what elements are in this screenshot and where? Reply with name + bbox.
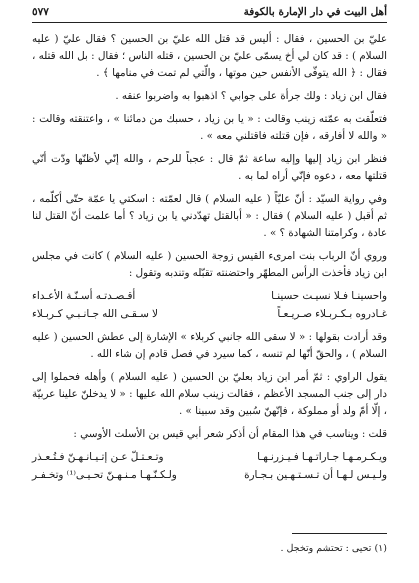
- verse-first-hemistich: واحسينـا فـلا نسيـت حسينـا: [271, 290, 387, 302]
- footnote-rule: [292, 533, 387, 534]
- poem-verse: [32, 449, 387, 466]
- poem-verse: [32, 306, 387, 323]
- verse-second-hemistich: ولـكـنّـهـا مـنـهـنّ تحـيـى⁽¹⁾ وتخـفـر: [32, 469, 177, 481]
- poem-verse: [32, 467, 387, 484]
- verse-second-hemistich: وتـعـتـلّ عـن إتـيـانـهـنّ فـتُـعـذر: [32, 451, 164, 463]
- verse-second-hemistich: أقـصـدتـه أسـنّـة الأعـداء: [32, 290, 136, 302]
- paragraph: قلت : ويناسب في هذا المقام أن أذكر شعر أبي قيس بن الأسلت الأوسي :: [73, 428, 387, 440]
- paragraph: فنظر ابن زياد إليها وإليه ساعة ثمّ قال : عجباً للرحم ، والله إنّي لأظنّها ودّت أنّي قتلتها معه ، دعوه فإنّي أراه لما به .: [32, 153, 387, 182]
- paragraph: وفي رواية السيّد : أنّ عليّاً ( عليه السلام ) قال لعمّته : اسكتي يا عمّة حتّى أكلّمه ، ثم أقبل ( عليه السلام ) فقال : « أبالقتل تهدّدني يا بن زياد ؟ أما علمت أنّ القتل لنا عادة ، وكرامتنا الشهادة ؟ » .: [32, 193, 387, 239]
- page-number: ٥٧٧: [32, 6, 49, 18]
- header-rule: [32, 22, 387, 23]
- verse-first-hemistich: ولـيـس لـهـا أن تـسـتـهـين بـجـارة: [244, 469, 387, 481]
- footnote: (١) تحيى : تحتشم وتخجل .: [280, 543, 387, 554]
- paragraph: عليّ بن الحسين ، فقال : أليس قد قتل الله عليّ بن الحسين ؟ فقال عليّ ( عليه السلام ) : قد كان لي أخ يسمّى عليّ بن الحسين ، قتله الناس ؛ فقال : بل الله قتله ، فقال : ﴿ الله يتوفّى الأنفس حين موتها ، والّتي لم تمت في منامها ﴾ .: [32, 33, 387, 79]
- poem-verse: [32, 288, 387, 305]
- paragraph: فقال ابن زياد : ولك جرأة على جوابي ؟ اذهبوا به واضربوا عنقه .: [115, 90, 387, 102]
- running-title: أهل البيت في دار الإمارة بالكوفة: [243, 6, 387, 18]
- paragraph: فتعلّقت به عمّته زينب وقالت : « يا بن زياد ، حسبك من دمائنا » ، واعتنقته وقالت : « والله لا أفارقه ، فإن قتلته فاقتلني معه » .: [32, 113, 387, 142]
- paragraph: وقد أرادت بقولها : « لا سقى الله جانبي كربلاء » الإشارة إلى عطش الحسين ( عليه السلام ) ، والحقّ أنّها لم تنسه ، كما سيرد في فصل قادم إن شاء الله .: [32, 331, 387, 360]
- running-header: [32, 6, 387, 20]
- verse-first-hemistich: غـادروه بـكـربـلاء صـريـعـاً: [277, 308, 387, 320]
- verse-second-hemistich: لا سـقـى الله جـانـبـي كـربـلاء: [32, 308, 158, 320]
- paragraph: وروي أنّ الرباب بنت امرىء القيس زوجة الحسين ( عليه السلام ) كانت في مجلس ابن زياد فأخذت الرأس المطهّر واحتضنته تقبّله وتندبه وتقول :: [32, 250, 387, 279]
- verse-first-hemistich: ويـكـرمـهـا جـاراتـهـا فـيـزرنـهـا: [257, 451, 387, 463]
- paragraph: يقول الراوي : ثمّ أمر ابن زياد بعليّ بن الحسين ( عليه السلام ) وأهله فحملوا إلى دار إلى جنب المسجد الأعظم ، فقالت زينب سلام الله عليها : « لا يدخلنّ علينا عربيّة ، إلّا أمّ ولد أو مملوكة ، فإنّهنّ سُبين وقد سبينا » .: [32, 371, 387, 417]
